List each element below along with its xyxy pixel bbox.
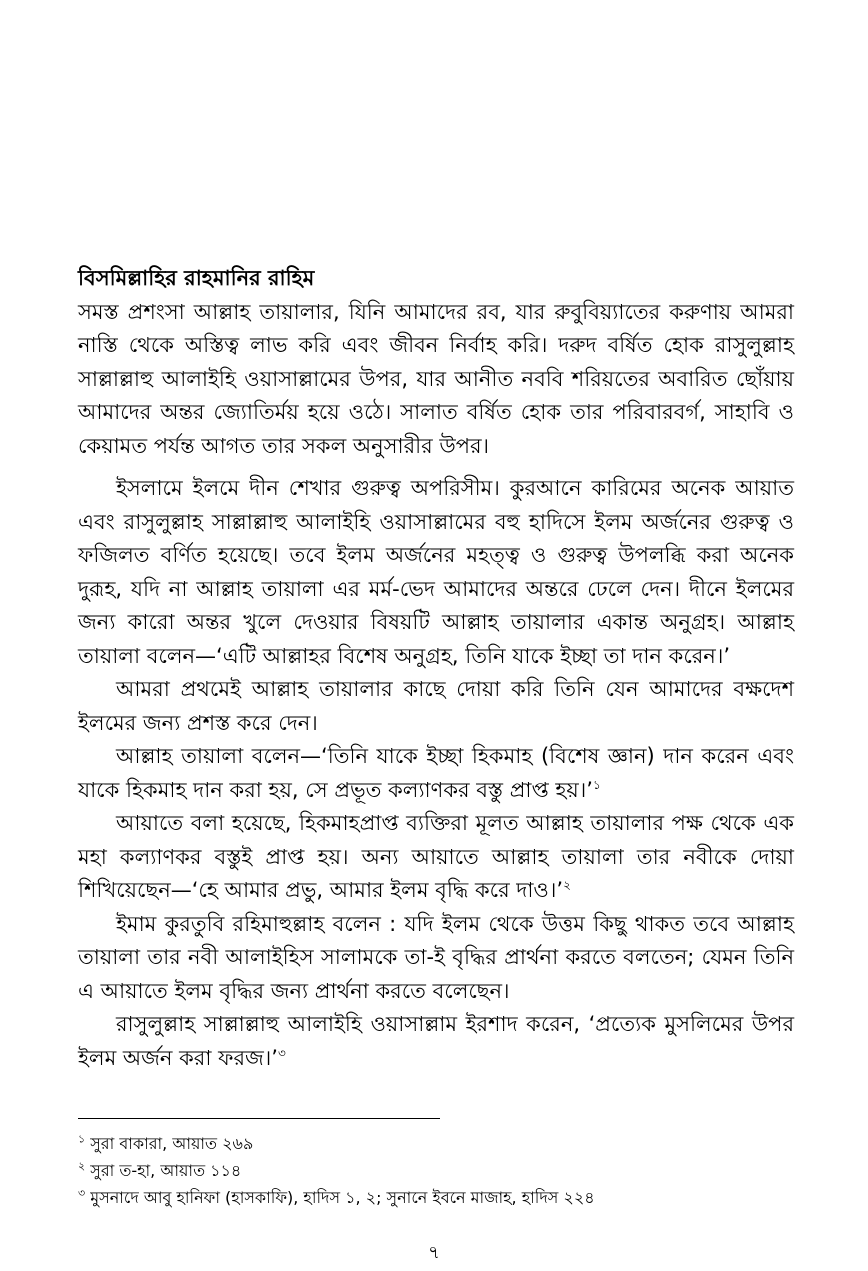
footnote-2: $^২$ সুরা ত-হা, আয়াত ১১৪ [78,1159,242,1180]
footnote-ref-1: ১ [593,777,601,792]
footnote-mark-3: ৩ [78,1186,86,1200]
footnote-mark-1: ১ [78,1132,86,1146]
footnote-ref-3: ৩ [277,1045,286,1060]
footnote-ref-2: ২ [563,878,571,892]
paragraph-hikmah-verse: আল্লাহ তায়ালা বলেন—‘তিনি যাকে ইচ্ছা হিকমাহ (বিশেষ জ্ঞান) দান করেন এবং যাকে হিকমাহ দান করা হয়, সে প্রভূত কল্যাণকর বস্তু প্রাপ্ত হয়।’$^১$ [78,744,794,802]
bismillah-heading: বিসমিল্লাহির রাহমানির রাহিম [78,266,315,290]
paragraph-importance-of-ilm: ইসলামে ইলমে দীন শেখার গুরুত্ব অপরিসীম। কুরআনে কারিমের অনেক আয়াত এবং রাসুলুল্লাহ সাল্লাল্লাহু আলাইহি ওয়াসাল্লামের বহু হাদিসে ইলম অর্জনের গুরুত্ব ও ফজিলত বর্ণিত হয়েছে। তবে ইলম অর্জনের মহত্ত্ব ও গুরুত্ব উপলব্ধি করা অনেক দুরূহ, যদি না আল্লাহ তায়ালা এর মর্ম-ভেদ আমাদের অন্তরে ঢেলে দেন। দীনে ইলমের জন্য কারো অন্তর খুলে দেওয়ার বিষয়টি আল্লাহ তায়ালার একান্ত অনুগ্রহ। আল্লাহ তায়ালা বলেন—‘এটি আল্লাহর বিশেষ অনুগ্রহ, তিনি যাকে ইচ্ছা তা দান করেন।’ [78,476,794,668]
paragraph-qurtubi: ইমাম কুরতুবি রহিমাহুল্লাহ বলেন : যদি ইলম থেকে উত্তম কিছু থাকত তবে আল্লাহ তায়ালা তার নবী আলাইহিস সালামকে তা-ই বৃদ্ধির প্রার্থনা করতে বলতেন; যেমন তিনি এ আয়াতে ইলম বৃদ্ধির জন্য প্রার্থনা করতে বলেছেন। [78,911,794,1003]
footnote-mark-2: ২ [78,1159,86,1173]
main-text [78,262,794,1075]
footnote-3: $^৩$ মুসনাদে আবু হানিফা (হাসকাফি), হাদিস ১, ২; সুনানে ইবনে মাজাহ, হাদিস ২২৪ [78,1186,595,1207]
paragraph-hadith: রাসুলুল্লাহ সাল্লাল্লাহু আলাইহি ওয়াসাল্লাম ইরশাদ করেন, ‘প্রত্যেক মুসলিমের উপর ইলম অর্জন করা ফরজ।’$^৩$ [78,1012,794,1070]
paragraph-praise: সমস্ত প্রশংসা আল্লাহ তায়ালার, যিনি আমাদের রব, যার রুবুবিয়্যাতের করুণায় আমরা নাস্তি থেকে অস্তিত্ব লাভ করি এবং জীবন নির্বাহ করি। দরুদ বর্ষিত হোক রাসুলুল্লাহ সাল্লাল্লাহু আলাইহি ওয়াসাল্লামের উপর, যার আনীত নববি শরিয়তের অবারিত ছোঁয়ায় আমাদের অন্তর জ্যোতির্ময় হয়ে ওঠে। সালাত বর্ষিত হোক তার পরিবারবর্গ, সাহাবি ও কেয়ামত পর্যন্ত আগত তার সকল অনুসারীর উপর। [78,299,794,458]
footnotes [78,1130,794,1211]
paragraph-ayah-explanation: আয়াতে বলা হয়েছে, হিকমাহপ্রাপ্ত ব্যক্তিরা মূলত আল্লাহ তায়ালার পক্ষ থেকে এক মহা কল্যাণকর বস্তুই প্রাপ্ত হয়। অন্য আয়াতে আল্লাহ তায়ালা তার নবীকে দোয়া শিখিয়েছেন—‘হে আমার প্রভু, আমার ইলম বৃদ্ধি করে দাও।’$^২$ [78,811,794,902]
footnote-divider [78,1118,440,1119]
footnote-1: $^১$ সুরা বাকারা, আয়াত ২৬৯ [78,1132,254,1153]
paragraph-dua: আমরা প্রথমেই আল্লাহ তায়ালার কাছে দোয়া করি তিনি যেন আমাদের বক্ষদেশ ইলমের জন্য প্রশস্ত করে দেন। [78,677,794,735]
page-number: ৭ [428,1242,440,1263]
